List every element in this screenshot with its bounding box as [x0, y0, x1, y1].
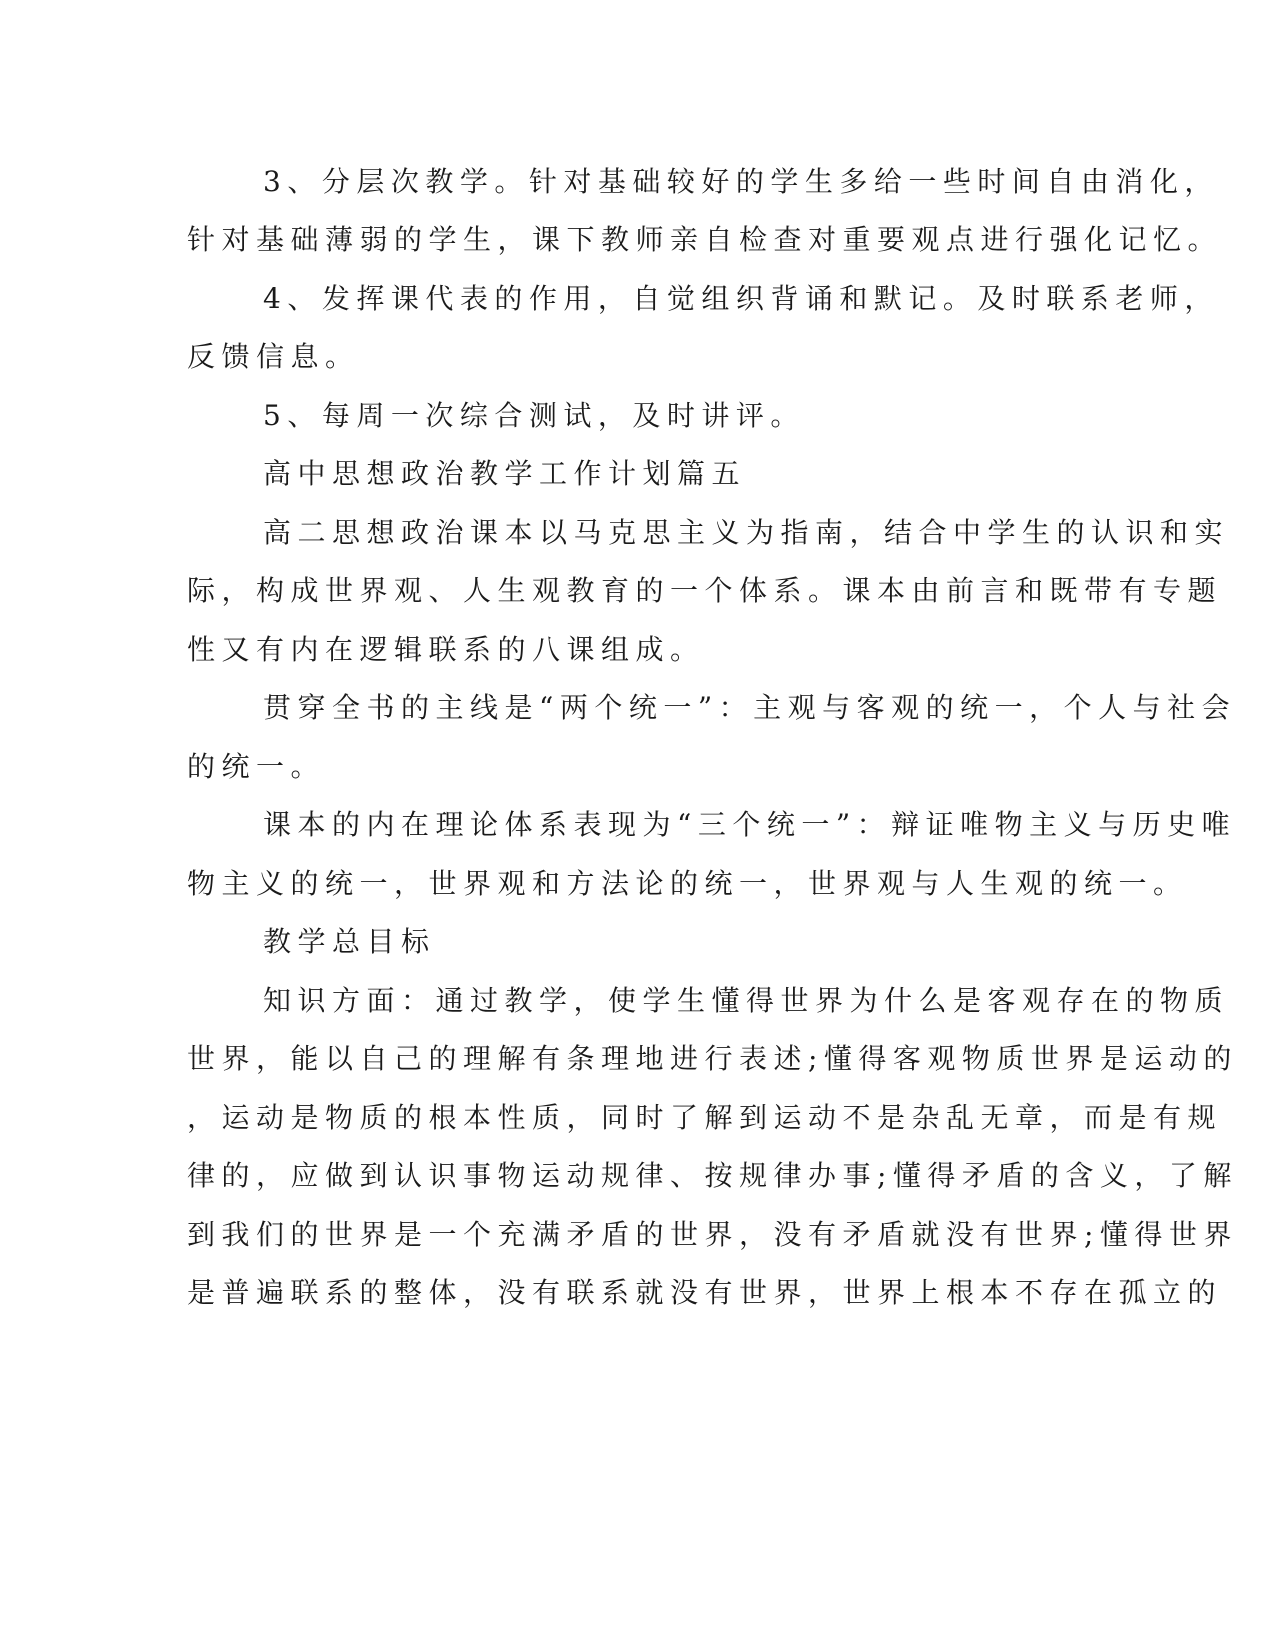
- paragraph-line: 反馈信息。: [187, 340, 360, 373]
- paragraph-line: 世界，能以自己的理解有条理地进行表述;懂得客观物质世界是运动的: [187, 1042, 1238, 1075]
- paragraph-line: 律的，应做到认识事物运动规律、按规律办事;懂得矛盾的含义，了解: [187, 1159, 1238, 1192]
- paragraph-line: 物主义的统一，世界观和方法论的统一，世界观与人生观的统一。: [187, 867, 1188, 900]
- paragraph-line: 针对基础薄弱的学生，课下教师亲自检查对重要观点进行强化记忆。: [187, 223, 1223, 256]
- paragraph-line: 课本的内在理论体系表现为“三个统一”：辩证唯物主义与历史唯: [263, 808, 1237, 841]
- paragraph-line: 3、分层次教学。针对基础较好的学生多给一些时间自由消化，: [263, 165, 1219, 198]
- paragraph-line: 的统一。: [187, 750, 326, 783]
- paragraph-line: 际，构成世界观、人生观教育的一个体系。课本由前言和既带有专题: [187, 574, 1223, 607]
- paragraph-line: ，运动是物质的根本性质，同时了解到运动不是杂乱无章，而是有规: [187, 1101, 1223, 1134]
- section-heading: 教学总目标: [263, 925, 436, 958]
- paragraph-line: 到我们的世界是一个充满矛盾的世界，没有矛盾就没有世界;懂得世界: [187, 1218, 1238, 1251]
- paragraph-line: 高二思想政治课本以马克思主义为指南，结合中学生的认识和实: [263, 516, 1230, 549]
- section-heading: 高中思想政治教学工作计划篇五: [263, 457, 747, 490]
- paragraph-line: 4、发挥课代表的作用，自觉组织背诵和默记。及时联系老师，: [263, 282, 1219, 315]
- paragraph-line: 5、每周一次综合测试，及时讲评。: [263, 399, 805, 432]
- paragraph-line: 贯穿全书的主线是“两个统一”：主观与客观的统一，个人与社会: [263, 691, 1237, 724]
- paragraph-line: 知识方面：通过教学，使学生懂得世界为什么是客观存在的物质: [263, 984, 1230, 1017]
- paragraph-line: 是普遍联系的整体，没有联系就没有世界，世界上根本不存在孤立的: [187, 1276, 1223, 1309]
- paragraph-line: 性又有内在逻辑联系的八课组成。: [187, 633, 705, 666]
